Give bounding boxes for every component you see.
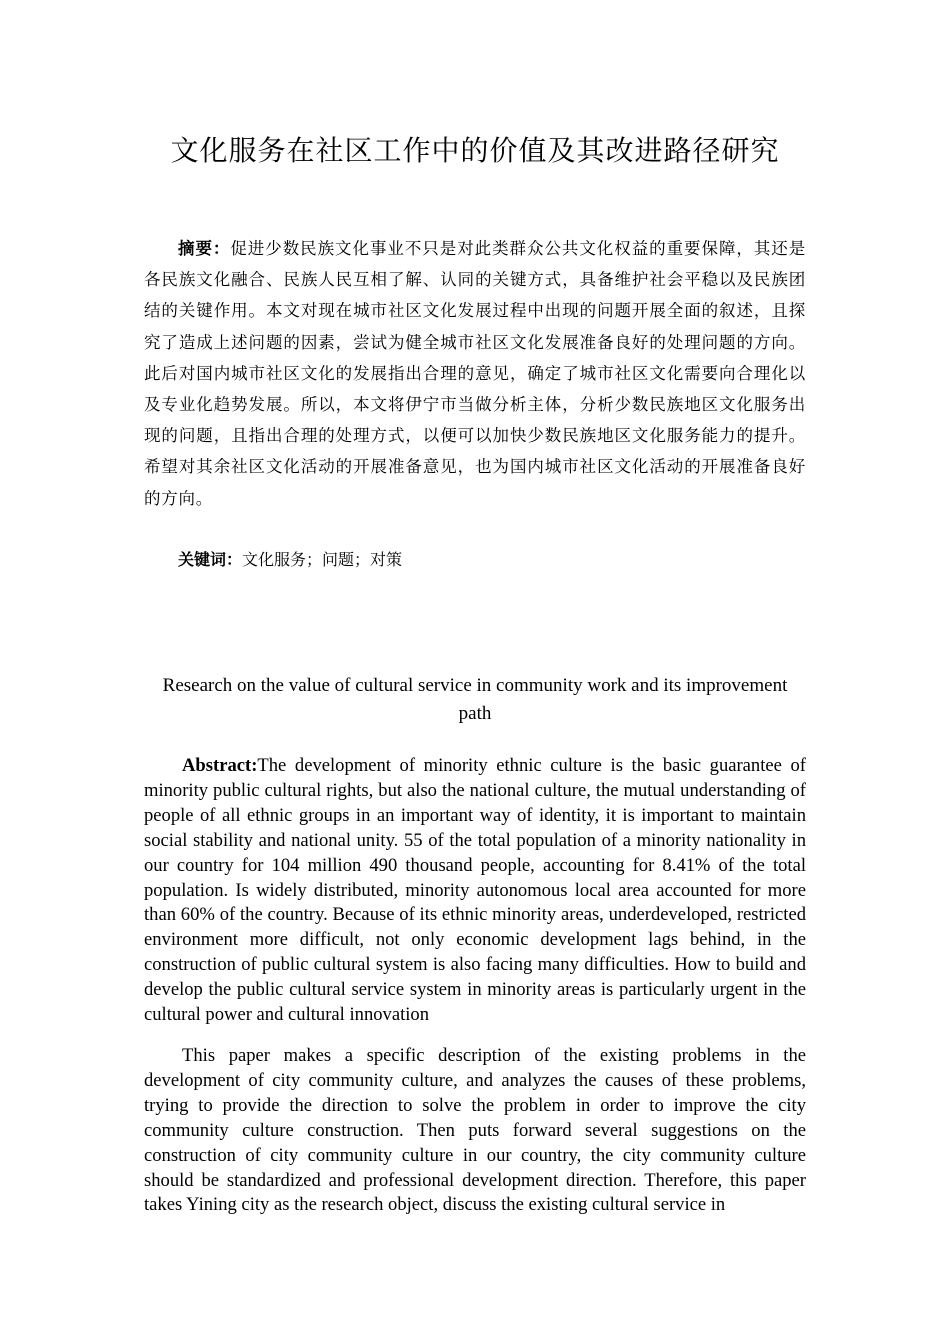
chinese-keywords-label: 关键词：: [178, 550, 243, 569]
english-title: Research on the value of cultural service in community work and its improvement path: [162, 675, 788, 724]
chinese-abstract: [144, 233, 806, 514]
english-abstract-paragraph-1: [144, 754, 806, 1028]
chinese-keywords-text: 文化服务；问题；对策: [242, 550, 403, 569]
english-abstract-label: Abstract:: [182, 755, 258, 776]
chinese-abstract-label: 摘要：: [178, 239, 231, 258]
english-abstract-paragraph-2: This paper makes a specific description of the existing problems in the development of city community culture, and analyzes the causes of these problems, trying to provide the direction to solve the problem in order to improve the city community culture construction. Then puts forward several suggestions on the construction of city community culture in our country, the city community culture should be standardized and professional development direction. Therefore, this paper takes Yining city as the research object, discuss the existing cultural service in: [144, 1045, 806, 1216]
chinese-abstract-text: 促进少数民族文化事业不只是对此类群众公共文化权益的重要保障，其还是各民族文化融合、民族人民互相了解、认同的关键方式，具备维护社会平稳以及民族团结的关键作用。本文对现在城市社区文化发展过程中出现的问题开展全面的叙述，且探究了造成上述问题的因素，尝试为健全城市社区文化发展准备良好的处理问题的方向。此后对国内城市社区文化的发展指出合理的意见，确定了城市社区文化需要向合理化以及专业化趋势发展。所以，本文将伊宁市当做分析主体，分析少数民族地区文化服务出现的问题，且指出合理的处理方式，以便可以加快少数民族地区文化服务能力的提升。希望对其余社区文化活动的开展准备意见，也为国内城市社区文化活动的开展准备良好的方向。: [144, 239, 807, 508]
chinese-keywords: [144, 545, 840, 575]
english-abstract-text: The development of minority ethnic culture is the basic guarantee of minority public cultural rights, but also the national culture, the mutual understanding of people of all ethnic groups in an important way of identity, it is important to maintain social stability and national unity. 55 of the total population of a minority nationality in our country for 104 million 490 thousand people, accounting for 8.41% of the total population. Is widely distributed, minority autonomous local area accounted for more than 60% of the country. Because of its ethnic minority areas, underdeveloped, restricted environment more difficult, not only economic development lags behind, in the construction of public cultural system is also facing many difficulties. How to build and develop the public cultural service system in minority areas is particularly urgent in the cultural power and cultural innovation: [144, 755, 806, 1026]
chinese-title: 文化服务在社区工作中的价值及其改进路径研究: [170, 136, 780, 167]
